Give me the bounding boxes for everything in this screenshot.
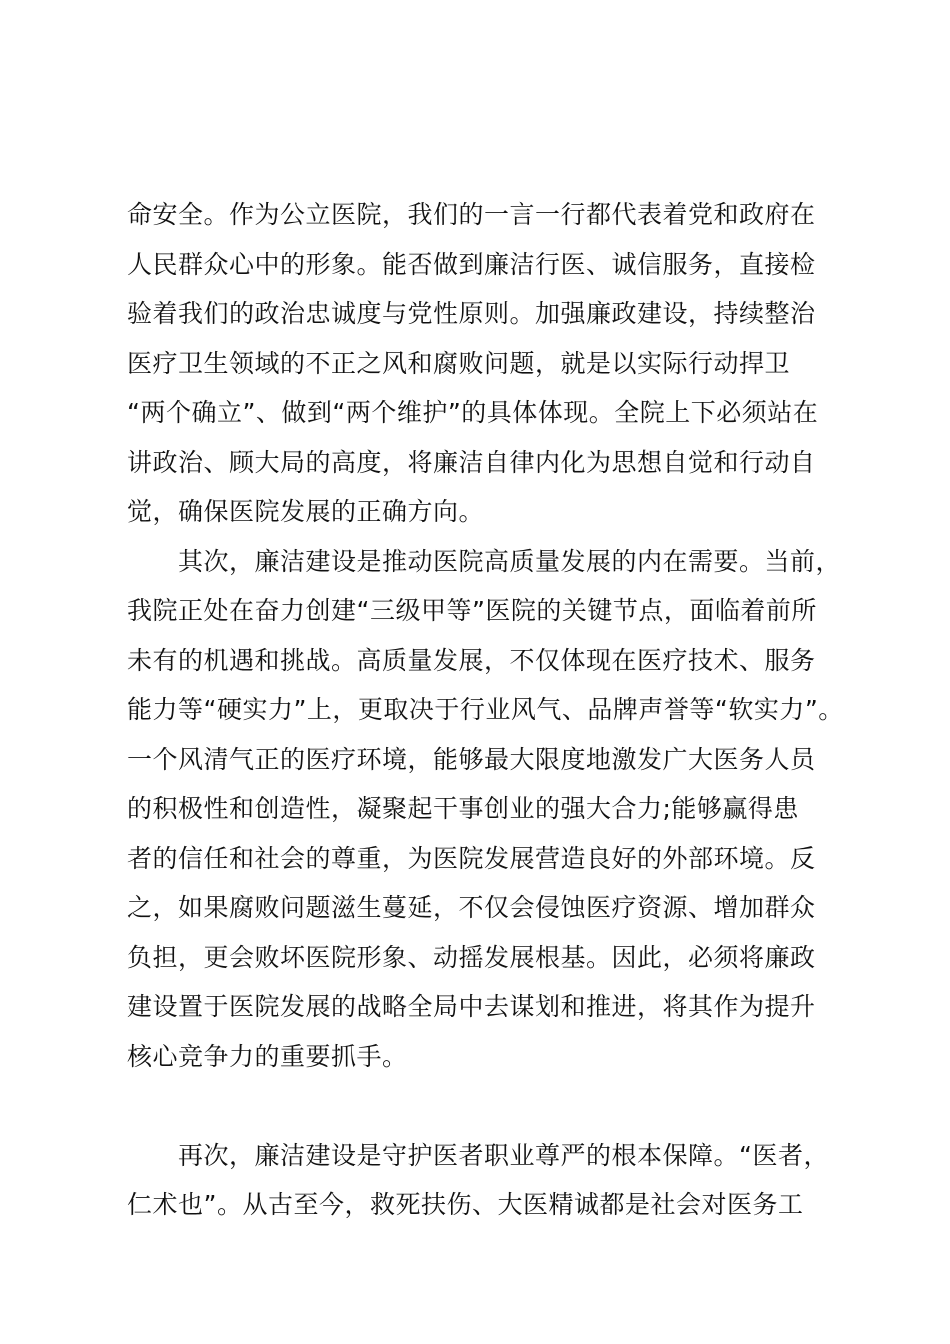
text-line: 讲政治、顾大局的高度，将廉洁自律内化为思想自觉和行动自 (127, 447, 816, 477)
text-line: 仁术也”。从古至今，救死扶伤、大医精诚都是社会对医务工 (127, 1190, 804, 1219)
paragraph-second (127, 537, 844, 1131)
paragraph-third (127, 1131, 827, 1230)
text-line: 医疗卫生领域的不正之风和腐败问题，就是以实际行动捍卫 (127, 348, 791, 378)
text-line: 能力等“硬实力”上，更取决于行业风气、品牌声誉等“软实力”。 (127, 695, 844, 724)
text-line: 我院正处在奋力创建“三级甲等”医院的关键节点，面临着前所 (127, 596, 817, 625)
text-line: 的积极性和创造性，凝聚起干事创业的强大合力;能够赢得患 (127, 794, 799, 823)
paragraph-continued (127, 190, 827, 537)
text-line: “两个确立”、做到“两个维护”的具体体现。全院上下必须站在 (127, 398, 819, 427)
text-line: 者的信任和社会的尊重，为医院发展营造良好的外部环境。反 (127, 843, 816, 873)
text-line: 一个风清气正的医疗环境，能够最大限度地激发广大医务人员 (127, 744, 816, 774)
text-line: 觉，确保医院发展的正确方向。 (127, 497, 485, 526)
text-line: 建设置于医院发展的战略全局中去谋划和推进，将其作为提升 (127, 992, 816, 1021)
text-line: 人民群众心中的形象。能否做到廉洁行医、诚信服务，直接检 (127, 249, 816, 279)
text-line: 负担，更会败坏医院形象、动摇发展根基。因此，必须将廉政 (127, 942, 816, 972)
text-line: 核心竞争力的重要抓手。 (127, 1041, 408, 1071)
text-line: 未有的机遇和挑战。高质量发展，不仅体现在医疗技术、服务 (127, 645, 816, 675)
text-line: 验着我们的政治忠诚度与党性原则。加强廉政建设，持续整治 (127, 299, 816, 328)
text-line: 命安全。作为公立医院，我们的一言一行都代表着党和政府在 (127, 200, 816, 229)
text-line: 其次，廉洁建设是推动医院高质量发展的内在需要。当前， (127, 546, 842, 576)
text-line: 之，如果腐败问题滋生蔓延，不仅会侵蚀医疗资源、增加群众 (127, 893, 816, 922)
text-line (127, 1081, 827, 1131)
document-body (127, 190, 844, 1230)
text-line: 再次，廉洁建设是守护医者职业尊严的根本保障。“医者， (127, 1140, 829, 1170)
